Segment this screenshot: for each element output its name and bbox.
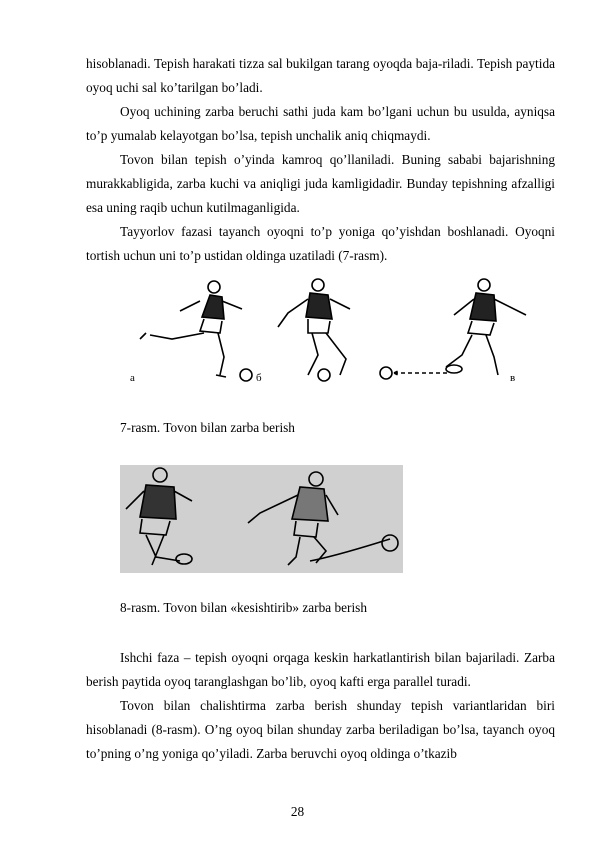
paragraph-5: Ishchi faza – tepish oyoqni orqaga keskin harkatlantirish bilan bajariladi. Zarba berish paytida oyoq taranglashgan bo’lib, oyoq kafti erga parallel turadi. [86,650,555,689]
player-figure-2 [248,472,338,565]
ball-2 [382,535,398,551]
paragraph-4: Tayyorlov fazasi tayanch oyoqni to’p yoniga qo’yishdan boshlanadi. Oyoqni tortish uchun uni to’p ustidan oldinga uzatiladi (7-rasm). [86,224,555,263]
shoe-c [446,365,462,373]
label-a: a [130,372,135,383]
paragraph-2: Oyoq uchining zarba beruchi sathi juda kam bo’lgani uchun bu usulda, ayniqsa to’p yumalab kelayotgan bo’lsa, tepish unchalik aniq chiqmaydi. [86,104,555,143]
paragraph-1: hisoblanadi. Tepish harakati tizza sal bukilgan tarang oyoqda baja-riladi. Tepish paytida oyoq uchi sal ko’tarilgan bo’ladi. [86,56,555,95]
figure-7-caption: 7-rasm. Tovon bilan zarba berish [120,420,295,435]
ball-a [240,369,252,381]
paragraph-3: Tovon bilan tepish o’yinda kamroq qo’llaniladi. Buning sababi bajarishning murakkabligida, zarba kuchi va aniqligi juda kamligidadir. Bunday tepishning afzalligi esa uning raqib uchun kutilmaganligida. [86,152,555,215]
label-c: в [510,372,516,383]
ball-1 [176,554,192,564]
player-figure-a [140,281,242,377]
player-figure-1 [126,468,192,565]
figure-8-caption: 8-rasm. Tovon bilan «kesishtirib» zarba berish [120,600,367,615]
ball-b [318,369,330,381]
ball-c [380,367,392,379]
label-b: б [256,372,262,383]
figure-7-illustration [128,275,540,383]
page-number: 28 [290,804,305,819]
player-figure-c [446,279,526,375]
ground-line [310,539,390,561]
arrow-dashed [394,370,448,376]
paragraph-6: Tovon bilan chalishtirma zarba berish shunday tepish variantlaridan biri hisoblanadi (8-rasm). O’ng oyoq bilan shunday zarba beriladigan bo’lsa, tayanch oyoq to’pning o’ng yoniga qo’yiladi. Zarba beruvchi oyoq oldinga o’tkazib [86,698,555,761]
figure-8-illustration [120,465,403,573]
player-figure-b [278,279,350,375]
